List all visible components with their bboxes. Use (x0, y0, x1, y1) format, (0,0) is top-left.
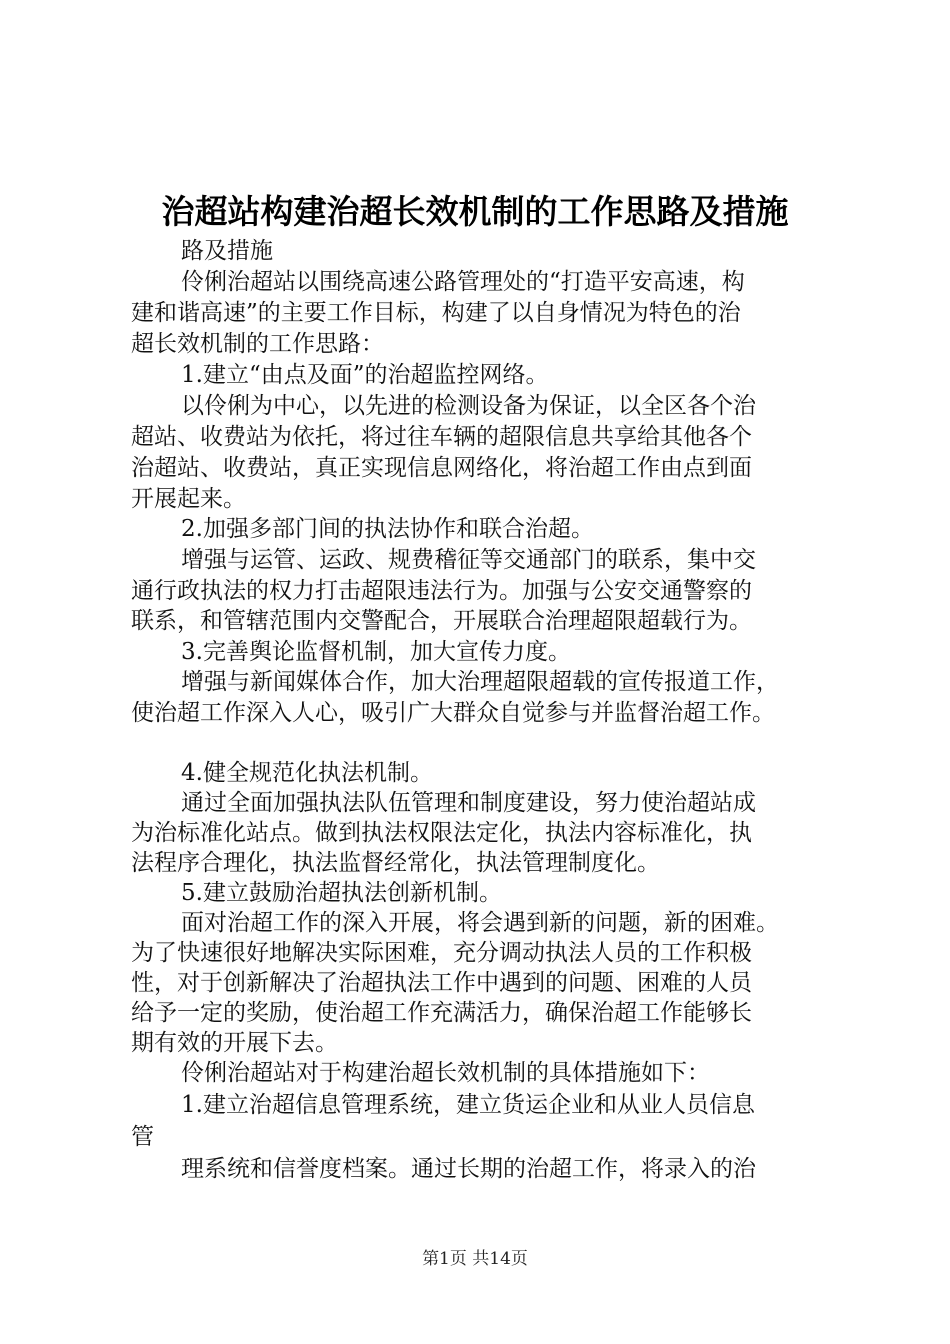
paragraph-line: 为治标准化站点。做到执法权限法定化，执法内容标准化，执 (131, 820, 752, 846)
paragraph-line: 开展起来。 (131, 486, 246, 512)
document-title: 治超站构建治超长效机制的工作思路及措施 (161, 192, 789, 231)
paragraph-line: 以伶俐为中心，以先进的检测设备为保证，以全区各个治 (181, 393, 756, 419)
paragraph-line: 面对治超工作的深入开展，将会遇到新的问题，新的困难。 (181, 910, 779, 936)
paragraph-line: 期有效的开展下去。 (131, 1030, 338, 1056)
paragraph-line: 管 (131, 1124, 154, 1150)
paragraph-line: 建和谐高速”的主要工作目标，构建了以自身情况为特色的治 (131, 300, 741, 326)
paragraph-line: 3.完善舆论监督机制，加大宣传力度。 (181, 639, 571, 665)
paragraph-line: 治超站、收费站，真正实现信息网络化，将治超工作由点到面 (131, 455, 752, 481)
paragraph-line: 通行政执法的权力打击超限违法行为。加强与公安交通警察的 (131, 578, 752, 604)
paragraph-line: 超长效机制的工作思路： (131, 331, 384, 357)
paragraph-line: 通过全面加强执法队伍管理和制度建设，努力使治超站成 (181, 790, 756, 816)
paragraph-line: 1.建立“由点及面”的治超监控网络。 (181, 362, 549, 388)
paragraph-line: 路及措施 (181, 238, 273, 264)
paragraph-line: 给予一定的奖励，使治超工作充满活力，确保治超工作能够长 (131, 1000, 752, 1026)
paragraph-line: 增强与运管、运政、规费稽征等交通部门的联系，集中交 (181, 547, 756, 573)
paragraph-line: 2.加强多部门间的执法协作和联合治超。 (181, 516, 594, 542)
paragraph-line: 4.健全规范化执法机制。 (181, 760, 433, 786)
paragraph-line: 为了快速很好地解决实际困难，充分调动执法人员的工作积极 (131, 940, 752, 966)
paragraph-line: 5.建立鼓励治超执法创新机制。 (181, 880, 502, 906)
paragraph-line: 联系，和管辖范围内交警配合，开展联合治理超限超载行为。 (131, 608, 752, 634)
page-number: 第1页 共14页 (422, 1249, 528, 1269)
paragraph-line: 超站、收费站为依托，将过往车辆的超限信息共享给其他各个 (131, 424, 752, 450)
paragraph-line: 性，对于创新解决了治超执法工作中遇到的问题、困难的人员 (131, 970, 752, 996)
paragraph-line: 伶俐治超站对于构建治超长效机制的具体措施如下： (181, 1060, 710, 1086)
paragraph-line: 使治超工作深入人心，吸引广大群众自觉参与并监督治超工作。 (131, 700, 775, 726)
paragraph-line: 伶俐治超站以围绕高速公路管理处的“打造平安高速，构 (181, 269, 745, 295)
paragraph-line: 1.建立治超信息管理系统，建立货运企业和从业人员信息 (181, 1092, 755, 1118)
paragraph-line: 理系统和信誉度档案。通过长期的治超工作，将录入的治 (181, 1156, 756, 1182)
paragraph-line: 法程序合理化，执法监督经常化，执法管理制度化。 (131, 850, 660, 876)
paragraph-line: 增强与新闻媒体合作，加大治理超限超载的宣传报道工作， (181, 669, 779, 695)
